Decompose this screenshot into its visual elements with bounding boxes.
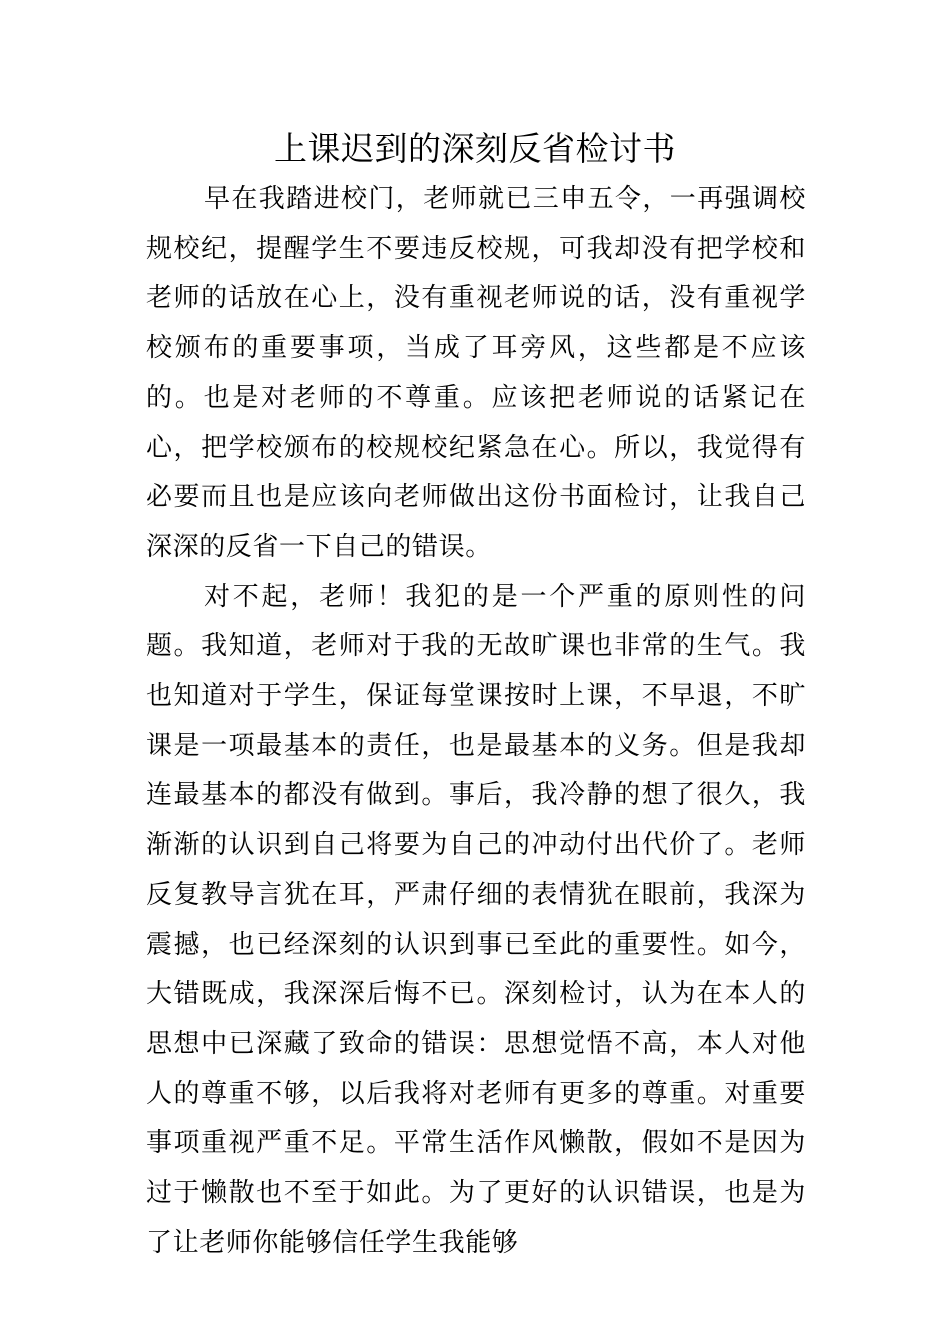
document-title: 上课迟到的深刻反省检讨书: [274, 129, 676, 168]
paragraph-2: 对不起，老师！我犯的是一个严重的原则性的问题。我知道，老师对于我的无故旷课也非常的生气。我也知道对于学生，保证每堂课按时上课，不早退，不旷课是一项最基本的责任，也是最基本的义务。但是我却连最基本的都没有做到。事后，我冷静的想了很久，我渐渐的认识到自己将要为自己的冲动付出代价了。老师反复教导言犹在耳，严肃仔细的表情犹在眼前，我深为震撼，也已经深刻的认识到事已至此的重要性。如今，大错既成，我深深后悔不已。深刻检讨，认为在本人的思想中已深藏了致命的错误：思想觉悟不高，本人对他人的尊重不够，以后我将对老师有更多的尊重。对重要事项重视严重不足。平常生活作风懒散，假如不是因为过于懒散也不至于如此。为了更好的认识错误，也是为了让老师你能够信任学生我能够: [146, 581, 806, 1258]
document-body: [146, 175, 806, 1268]
paragraph-1: 早在我踏进校门，老师就已三申五令，一再强调校规校纪，提醒学生不要违反校规，可我却没有把学校和老师的话放在心上，没有重视老师说的话，没有重视学校颁布的重要事项，当成了耳旁风，这些都是不应该的。也是对老师的不尊重。应该把老师说的话紧记在心，把学校颁布的校规校纪紧急在心。所以，我觉得有必要而且也是应该向老师做出这份书面检讨，让我自己深深的反省一下自己的错误。: [146, 184, 806, 562]
